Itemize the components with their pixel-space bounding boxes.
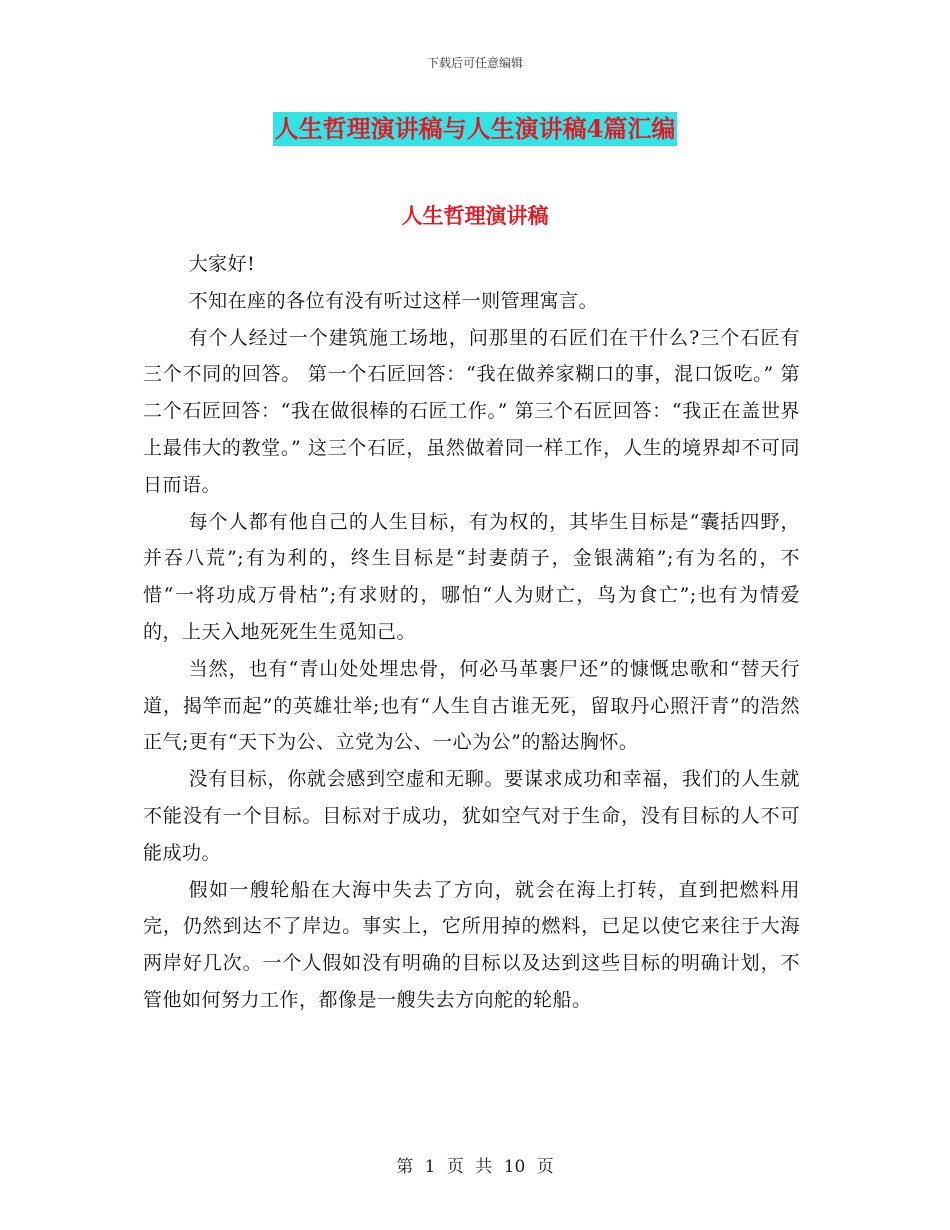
main-title-container (0, 112, 950, 146)
body-text (143, 246, 800, 1019)
paragraph-no-goal: 没有目标，你就会感到空虚和无聊。要谋求成功和幸福，我们的人生就不能没有一个目标。目标对于成功，犹如空气对于生命，没有目标的人不可能成功。 (143, 768, 800, 864)
paragraph-intro: 不知在座的各位有没有听过这样一则管理寓言。 (188, 289, 599, 312)
header-note: 下载后可任意编辑 (426, 56, 523, 70)
paragraph-ship-analogy: 假如一艘轮船在大海中失去了方向，就会在海上打转，直到把燃料用完，仍然到达不了岸边。事实上，它所用掉的燃料，已足以使它来往于大海两岸好几次。一个人假如没有明确的目标以及达到这些目标的明确计划，不管他如何努力工作，都像是一艘失去方向舵的轮船。 (143, 878, 800, 1011)
paragraph-stonemasons: 有个人经过一个建筑施工场地，问那里的石匠们在干什么?三个石匠有三个不同的回答。 第一个石匠回答：“我在做养家糊口的事，混口饭吃。” 第二个石匠回答：“我在做很棒的石匠工作。” 第三个石匠回答：“我正在盖世界上最伟大的教堂。” 这三个石匠，虽然做着同一样工作，人生的境界却不可同日而语。 (143, 326, 800, 496)
paragraph-noble-goals: 当然，也有“青山处处埋忠骨，何必马革裹尸还”的慷慨忠歌和“替天行道，揭竿而起”的英雄壮举;也有“人生自古谁无死，留取丹心照汗青”的浩然正气;更有“天下为公、立党为公、一心为公”的豁达胸怀。 (143, 657, 800, 754)
section-title: 人生哲理演讲稿 (401, 203, 549, 228)
page-number: 第 1 页 共 10 页 (396, 1157, 554, 1177)
paragraph-life-goals: 每个人都有他自己的人生目标，有为权的，其毕生目标是“囊括四野，并吞八荒”;有为利的，终生目标是“封妻荫子，金银满箱”;有为名的，不惜“一将功成万骨枯”;有求财的，哪怕“人为财亡，鸟为食亡”;也有为情爱的，上天入地死死生生觅知己。 (143, 510, 800, 643)
paragraph-greeting: 大家好! (188, 253, 256, 275)
document-title: 人生哲理演讲稿与人生演讲稿4篇汇编 (273, 112, 678, 146)
